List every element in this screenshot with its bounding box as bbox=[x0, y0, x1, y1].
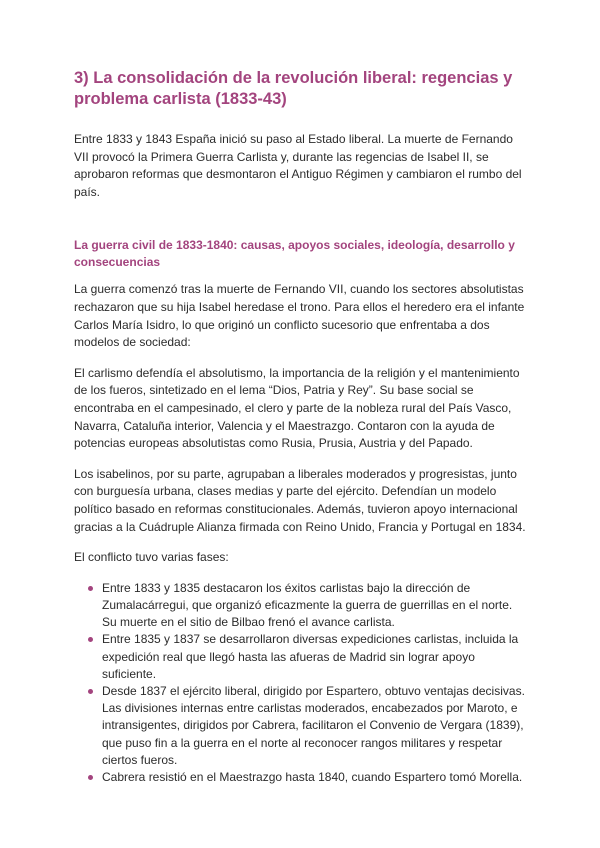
paragraph-isabelinos: Los isabelinos, por su parte, agrupaban a liberales moderados y progresistas, junto con burguesía urbana, clases medias y parte del ejército. Defendían un modelo político basado en reformas constitucionales. Además, tuvieron apoyo internacional gracias a la Cuádruple Alianza firmada con Reino Unido, Francia y Portugal en 1834. bbox=[74, 466, 526, 534]
document-title: 3) La consolidación de la revolución liberal: regencias y problema carlista (1833-43) bbox=[74, 69, 513, 108]
phases-list bbox=[74, 580, 526, 786]
intro-paragraph: Entre 1833 y 1843 España inició su paso al Estado liberal. La muerte de Fernando VII provocó la Primera Guerra Carlista y, durante las regencias de Isabel II, se aprobaron reformas que desmontaron el Antiguo Régimen y cambiaron el rumbo del país. bbox=[74, 132, 522, 199]
list-item: Desde 1837 el ejército liberal, dirigido por Espartero, obtuvo ventajas decisivas. Las divisiones internas entre carlistas moderados, encabezados por Maroto, e intransigentes, dirigidos por Cabrera, facilitaron el Convenio de Vergara (1839), que puso fin a la guerra en el norte al reconocer rangos militares y respetar ciertos fueros. bbox=[88, 683, 526, 769]
list-item: Entre 1835 y 1837 se desarrollaron diversas expediciones carlistas, incluida la expedición real que llegó hasta las afueras de Madrid sin lograr apoyo suficiente. bbox=[88, 631, 526, 683]
list-item: Cabrera resistió en el Maestrazgo hasta 1840, cuando Espartero tomó Morella. bbox=[88, 769, 526, 786]
paragraph-causes: La guerra comenzó tras la muerte de Fernando VII, cuando los sectores absolutistas rechazaron que su hija Isabel heredase el trono. Para ellos el heredero era el infante Carlos María Isidro, lo que originó un conflicto sucesorio que enfrentaba a dos modelos de sociedad: bbox=[74, 282, 525, 350]
section-heading: La guerra civil de 1833-1840: causas, apoyos sociales, ideología, desarrollo y consecuencias bbox=[74, 238, 515, 270]
paragraph-phases-intro: El conflicto tuvo varias fases: bbox=[74, 550, 229, 565]
paragraph-carlismo: El carlismo defendía el absolutismo, la importancia de la religión y el mantenimiento de los fueros, sintetizado en el lema “Dios, Patria y Rey”. Su base social se encontraba en el campesinado, el clero y parte de la nobleza rural del País Vasco, Navarra, Cataluña interior, Valencia y el Maestrazgo. Contaron con la ayuda de potencias europeas absolutistas como Rusia, Prusia, Austria y del Papado. bbox=[74, 365, 520, 451]
list-item: Entre 1833 y 1835 destacaron los éxitos carlistas bajo la dirección de Zumalacárregui, que organizó eficazmente la guerra de guerrillas en el norte. Su muerte en el sitio de Bilbao frenó el avance carlista. bbox=[88, 580, 526, 632]
